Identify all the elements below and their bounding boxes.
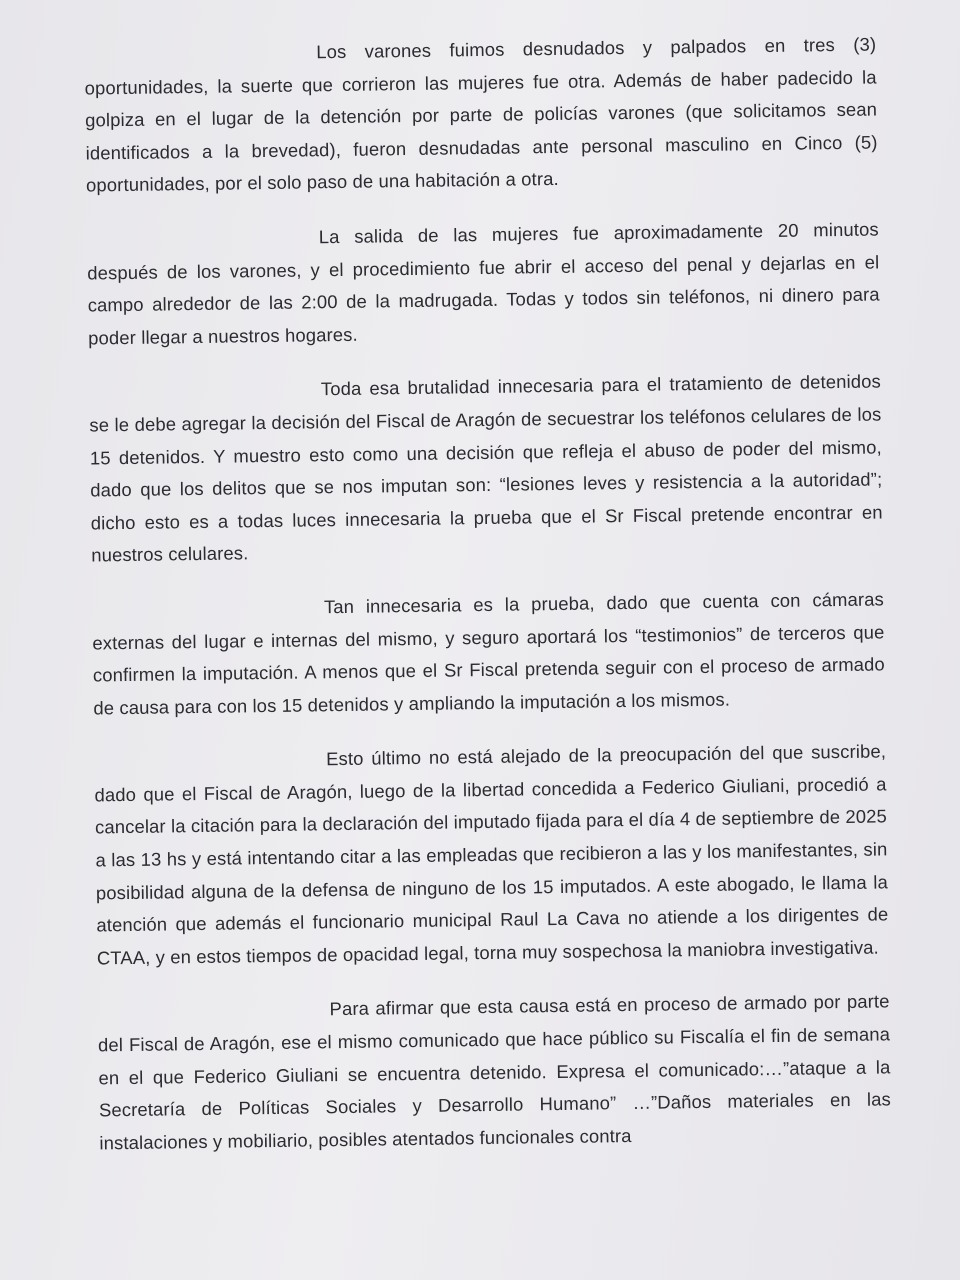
paragraph-3: Toda esa brutalidad innecesaria para el tratamiento de detenidos se le debe agregar la decisión del Fiscal de Aragón de secuestrar los teléfonos celulares de los 15 detenidos. Y muestro esto como una decisión que refleja el abuso de poder del mismo, dado que los delitos que se nos imputan son: “lesiones leves y resistencia a la autoridad”; dicho esto es a todas luces innecesaria la prueba que el Sr Fiscal pretende encontrar en nuestros celulares. bbox=[89, 370, 883, 566]
paragraph-6: Para afirmar que esta causa está en proceso de armado por parte del Fiscal de Aragón, ese el mismo comunicado que hace público su Fiscalía el fin de semana en el que Federico Giuliani se encuentra detenido. Expresa el comunicado:…”ataque a la Secretaría de Políticas Sociales y Desarrollo Humano” …”Daños materiales en las instalaciones y mobiliario, posibles atentados funcionales contra bbox=[97, 990, 892, 1154]
paragraph-2: La salida de las mujeres fue aproximadamente 20 minutos después de los varones, y el procedimiento fue abrir el acceso del penal y dejarlas en el campo alrededor de las 2:00 de la madrugada. Todas y todos sin teléfonos, ni dinero para poder llegar a nuestros hogares. bbox=[87, 218, 880, 349]
paragraph-4: Tan innecesaria es la prueba, dado que cuenta con cámaras externas del lugar e internas del mismo, y seguro aportará los “testimonios” de terceros que confirmen la imputación. A menos que el Sr Fiscal pretenda seguir con el proceso de armado de causa para con los 15 detenidos y ampliando la imputación a los mismos. bbox=[92, 588, 885, 719]
paragraph-1: Los varones fuimos desnudados y palpados en tres (3) oportunidades, la suerte que corrieron las mujeres fue otra. Además de haber padecido la golpiza en el lugar de la detención por parte de policías varones (que solicitamos sean identificados a la brevedad), fueron desnudadas ante personal masculino en Cinco (5) oportunidades, por el solo paso de una habitación a otra. bbox=[84, 33, 878, 196]
paragraph-5: Esto último no está alejado de la preocupación del que suscribe, dado que el Fiscal de Aragón, luego de la libertad concedida a Federico Giuliani, procedió a cancelar la citación para la declaración del imputado fijada para el día 4 de septiembre de 2025 a las 13 hs y está intentando citar a las empleadas que recibieron a las y los manifestantes, sin posibilidad alguna de la defensa de ninguno de los 15 imputados. A este abogado, le llama la atención que además el funcionario municipal Raul La Cava no atiende a los dirigentes de CTAA, y en estos tiempos de opacidad legal, torna muy sospechosa la maniobra investigativa. bbox=[94, 740, 889, 969]
document-body bbox=[84, 28, 892, 1181]
